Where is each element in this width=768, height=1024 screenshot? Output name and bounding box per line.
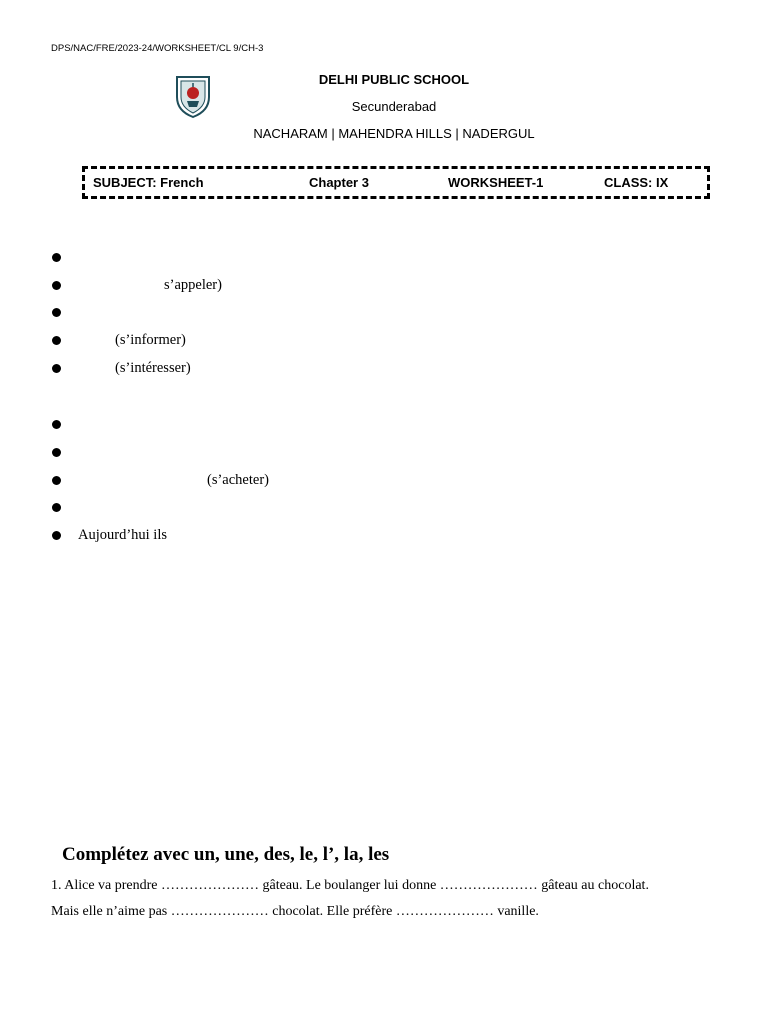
list-item: (s’informer) (115, 332, 186, 348)
bullet-icon (52, 420, 61, 429)
bullet-icon (52, 308, 61, 317)
bullet-icon (52, 336, 61, 345)
class-label: CLASS: IX (604, 175, 669, 190)
bullet-icon (52, 476, 61, 485)
list-item: Aujourd’hui ils (78, 527, 168, 543)
list-item: (s’acheter) (207, 472, 269, 488)
list-item: s’appeler) (164, 277, 222, 293)
school-branches: NACHARAM | MAHENDRA HILLS | NADERGUL (253, 126, 535, 141)
school-name: DELHI PUBLIC SCHOOL (318, 72, 470, 87)
bullet-icon (52, 253, 61, 262)
bullet-icon (52, 531, 61, 540)
bullet-icon (52, 364, 61, 373)
list-item: (s’intéresser) (115, 360, 191, 376)
chapter-label: Chapter 3 (309, 175, 369, 190)
bullet-icon (52, 281, 61, 290)
bullet-icon (52, 448, 61, 457)
document-code: DPS/NAC/FRE/2023-24/WORKSHEET/CL 9/CH-3 (51, 43, 264, 54)
subject-label: SUBJECT: French (93, 175, 204, 190)
worksheet-info-box (82, 166, 710, 199)
school-city: Secunderabad (351, 99, 437, 114)
exercise-heading: Complétez avec un, une, des, le, l’, la, les (62, 844, 390, 865)
bullet-icon (52, 503, 61, 512)
exercise-line-2: Mais elle n’aime pas ………………… chocolat. Elle préfère ………………… vanille. (51, 904, 539, 919)
exercise-line-1: 1. Alice va prendre ………………… gâteau. Le boulanger lui donne ………………… gâteau au chocolat. (51, 878, 649, 893)
worksheet-label: WORKSHEET-1 (448, 175, 544, 190)
